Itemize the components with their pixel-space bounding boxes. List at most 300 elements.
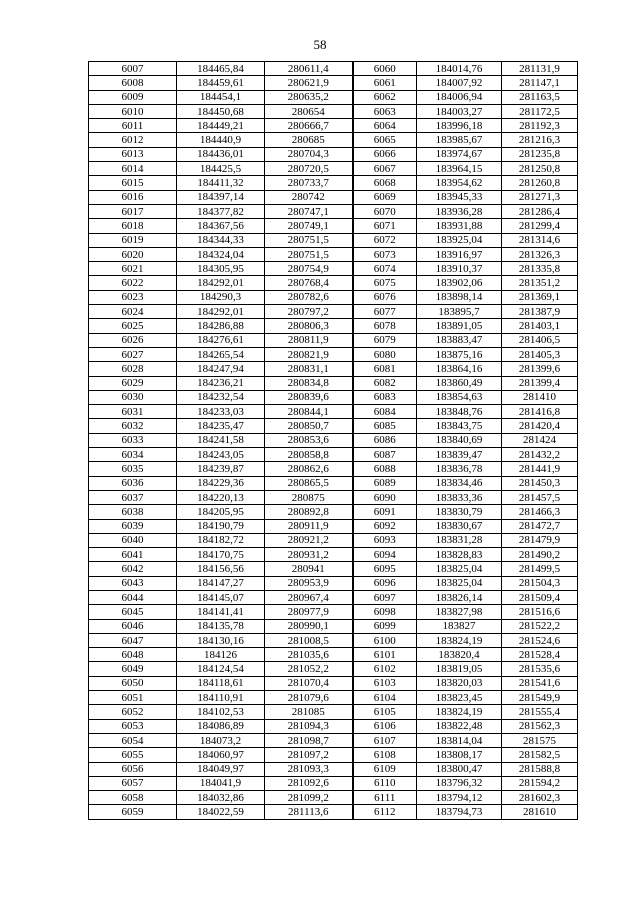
cell-point-number: 6066	[353, 147, 417, 161]
cell-point-number: 6051	[89, 691, 177, 705]
cell-x-coordinate: 183820,03	[417, 676, 502, 690]
cell-point-number: 6089	[353, 476, 417, 490]
cell-y-coordinate: 280821,9	[265, 347, 353, 361]
cell-x-coordinate: 184049,97	[177, 762, 265, 776]
cell-y-coordinate: 281271,3	[502, 190, 578, 204]
cell-y-coordinate: 280768,4	[265, 276, 353, 290]
cell-point-number: 6020	[89, 247, 177, 261]
cell-point-number: 6036	[89, 476, 177, 490]
cell-point-number: 6079	[353, 333, 417, 347]
cell-y-coordinate: 281562,3	[502, 719, 578, 733]
cell-x-coordinate: 184465,84	[177, 62, 265, 76]
cell-x-coordinate: 184265,54	[177, 347, 265, 361]
cell-y-coordinate: 281528,4	[502, 648, 578, 662]
cell-y-coordinate: 281504,3	[502, 576, 578, 590]
cell-y-coordinate: 281235,8	[502, 147, 578, 161]
cell-y-coordinate: 280733,7	[265, 176, 353, 190]
cell-point-number: 6092	[353, 519, 417, 533]
page-number: 58	[313, 37, 327, 52]
cell-x-coordinate: 183864,16	[417, 362, 502, 376]
cell-point-number: 6032	[89, 419, 177, 433]
cell-point-number: 6108	[353, 748, 417, 762]
cell-point-number: 6039	[89, 519, 177, 533]
cell-x-coordinate: 184190,79	[177, 519, 265, 533]
cell-y-coordinate: 280621,9	[265, 76, 353, 90]
cell-x-coordinate: 183974,67	[417, 147, 502, 161]
table-row	[89, 676, 578, 690]
cell-point-number: 6028	[89, 362, 177, 376]
cell-y-coordinate: 280953,9	[265, 576, 353, 590]
cell-point-number: 6042	[89, 562, 177, 576]
cell-point-number: 6077	[353, 305, 417, 319]
cell-x-coordinate: 183796,32	[417, 776, 502, 790]
cell-point-number: 6049	[89, 662, 177, 676]
cell-y-coordinate: 280666,7	[265, 119, 353, 133]
cell-x-coordinate: 183808,17	[417, 748, 502, 762]
cell-x-coordinate: 184425,5	[177, 162, 265, 176]
table-row	[89, 262, 578, 276]
table-row	[89, 576, 578, 590]
cell-point-number: 6057	[89, 776, 177, 790]
cell-y-coordinate: 280611,4	[265, 62, 353, 76]
cell-x-coordinate: 184377,82	[177, 204, 265, 218]
cell-x-coordinate: 184305,95	[177, 262, 265, 276]
cell-point-number: 6106	[353, 719, 417, 733]
cell-point-number: 6037	[89, 490, 177, 504]
cell-x-coordinate: 184086,89	[177, 719, 265, 733]
table-row	[89, 519, 578, 533]
cell-point-number: 6069	[353, 190, 417, 204]
cell-y-coordinate: 280751,5	[265, 233, 353, 247]
table-row	[89, 633, 578, 647]
cell-point-number: 6017	[89, 204, 177, 218]
cell-y-coordinate: 280720,5	[265, 162, 353, 176]
table-row	[89, 319, 578, 333]
cell-point-number: 6016	[89, 190, 177, 204]
table-row	[89, 119, 578, 133]
cell-x-coordinate: 183794,12	[417, 791, 502, 805]
cell-point-number: 6107	[353, 733, 417, 747]
cell-point-number: 6099	[353, 619, 417, 633]
cell-y-coordinate: 281575	[502, 733, 578, 747]
cell-x-coordinate: 184440,9	[177, 133, 265, 147]
table-row	[89, 619, 578, 633]
cell-point-number: 6052	[89, 705, 177, 719]
cell-y-coordinate: 280749,1	[265, 219, 353, 233]
cell-y-coordinate: 280931,2	[265, 548, 353, 562]
cell-x-coordinate: 184236,21	[177, 376, 265, 390]
cell-x-coordinate: 183831,28	[417, 533, 502, 547]
cell-y-coordinate: 280921,2	[265, 533, 353, 547]
cell-y-coordinate: 281299,4	[502, 219, 578, 233]
cell-y-coordinate: 281549,9	[502, 691, 578, 705]
table-row	[89, 347, 578, 361]
cell-x-coordinate: 184147,27	[177, 576, 265, 590]
cell-point-number: 6111	[353, 791, 417, 805]
table-row	[89, 204, 578, 218]
table-row	[89, 662, 578, 676]
cell-x-coordinate: 184060,97	[177, 748, 265, 762]
table-row	[89, 462, 578, 476]
cell-point-number: 6012	[89, 133, 177, 147]
cell-point-number: 6015	[89, 176, 177, 190]
cell-y-coordinate: 280751,5	[265, 247, 353, 261]
cell-point-number: 6043	[89, 576, 177, 590]
cell-x-coordinate: 183827,98	[417, 605, 502, 619]
cell-point-number: 6088	[353, 462, 417, 476]
cell-y-coordinate: 280853,6	[265, 433, 353, 447]
cell-x-coordinate: 183931,88	[417, 219, 502, 233]
cell-y-coordinate: 281172,5	[502, 104, 578, 118]
cell-x-coordinate: 184292,01	[177, 305, 265, 319]
coordinates-table-body	[89, 62, 578, 820]
cell-x-coordinate: 184135,78	[177, 619, 265, 633]
cell-x-coordinate: 184032,86	[177, 791, 265, 805]
cell-point-number: 6058	[89, 791, 177, 805]
cell-x-coordinate: 184344,33	[177, 233, 265, 247]
cell-x-coordinate: 183839,47	[417, 448, 502, 462]
cell-point-number: 6095	[353, 562, 417, 576]
cell-x-coordinate: 184233,03	[177, 405, 265, 419]
cell-y-coordinate: 281588,8	[502, 762, 578, 776]
cell-x-coordinate: 184156,56	[177, 562, 265, 576]
cell-x-coordinate: 183854,63	[417, 390, 502, 404]
cell-y-coordinate: 281405,3	[502, 347, 578, 361]
cell-y-coordinate: 281260,8	[502, 176, 578, 190]
cell-point-number: 6085	[353, 419, 417, 433]
cell-x-coordinate: 184232,54	[177, 390, 265, 404]
table-row	[89, 62, 578, 76]
cell-x-coordinate: 183836,78	[417, 462, 502, 476]
cell-x-coordinate: 183883,47	[417, 333, 502, 347]
table-row	[89, 390, 578, 404]
cell-y-coordinate: 281216,3	[502, 133, 578, 147]
cell-x-coordinate: 183925,04	[417, 233, 502, 247]
table-row	[89, 433, 578, 447]
cell-y-coordinate: 281369,1	[502, 290, 578, 304]
cell-y-coordinate: 281099,2	[265, 791, 353, 805]
cell-point-number: 6104	[353, 691, 417, 705]
cell-point-number: 6061	[353, 76, 417, 90]
table-row	[89, 776, 578, 790]
cell-x-coordinate: 183945,33	[417, 190, 502, 204]
cell-point-number: 6112	[353, 805, 417, 819]
cell-x-coordinate: 183902,06	[417, 276, 502, 290]
cell-x-coordinate: 183843,75	[417, 419, 502, 433]
cell-point-number: 6068	[353, 176, 417, 190]
cell-x-coordinate: 184182,72	[177, 533, 265, 547]
cell-y-coordinate: 281424	[502, 433, 578, 447]
cell-y-coordinate: 280875	[265, 490, 353, 504]
cell-point-number: 6084	[353, 405, 417, 419]
cell-y-coordinate: 280831,1	[265, 362, 353, 376]
cell-x-coordinate: 184243,05	[177, 448, 265, 462]
cell-x-coordinate: 183814,04	[417, 733, 502, 747]
table-row	[89, 562, 578, 576]
table-row	[89, 719, 578, 733]
cell-point-number: 6060	[353, 62, 417, 76]
cell-x-coordinate: 184241,58	[177, 433, 265, 447]
table-row	[89, 219, 578, 233]
cell-point-number: 6045	[89, 605, 177, 619]
cell-point-number: 6109	[353, 762, 417, 776]
cell-y-coordinate: 280865,5	[265, 476, 353, 490]
cell-y-coordinate: 281098,7	[265, 733, 353, 747]
table-row	[89, 590, 578, 604]
cell-x-coordinate: 184276,61	[177, 333, 265, 347]
cell-y-coordinate: 280754,9	[265, 262, 353, 276]
cell-x-coordinate: 183825,04	[417, 562, 502, 576]
cell-y-coordinate: 281602,3	[502, 791, 578, 805]
cell-point-number: 6038	[89, 505, 177, 519]
cell-y-coordinate: 281085	[265, 705, 353, 719]
cell-point-number: 6065	[353, 133, 417, 147]
cell-y-coordinate: 280850,7	[265, 419, 353, 433]
table-row	[89, 419, 578, 433]
cell-y-coordinate: 281582,5	[502, 748, 578, 762]
cell-x-coordinate: 183825,04	[417, 576, 502, 590]
cell-y-coordinate: 281522,2	[502, 619, 578, 633]
cell-y-coordinate: 281052,2	[265, 662, 353, 676]
cell-x-coordinate: 184118,61	[177, 676, 265, 690]
cell-point-number: 6025	[89, 319, 177, 333]
table-row	[89, 448, 578, 462]
cell-point-number: 6030	[89, 390, 177, 404]
cell-x-coordinate: 183833,36	[417, 490, 502, 504]
cell-point-number: 6034	[89, 448, 177, 462]
cell-y-coordinate: 280862,6	[265, 462, 353, 476]
cell-x-coordinate: 183860,49	[417, 376, 502, 390]
cell-x-coordinate: 184073,2	[177, 733, 265, 747]
table-row	[89, 333, 578, 347]
cell-y-coordinate: 281420,4	[502, 419, 578, 433]
cell-x-coordinate: 183848,76	[417, 405, 502, 419]
cell-x-coordinate: 184454,1	[177, 90, 265, 104]
cell-x-coordinate: 184436,01	[177, 147, 265, 161]
table-row	[89, 705, 578, 719]
table-row	[89, 733, 578, 747]
table-row	[89, 247, 578, 261]
cell-y-coordinate: 280654	[265, 104, 353, 118]
cell-x-coordinate: 184397,14	[177, 190, 265, 204]
cell-x-coordinate: 183826,14	[417, 590, 502, 604]
cell-y-coordinate: 280941	[265, 562, 353, 576]
cell-point-number: 6055	[89, 748, 177, 762]
cell-point-number: 6074	[353, 262, 417, 276]
cell-point-number: 6021	[89, 262, 177, 276]
table-row	[89, 791, 578, 805]
cell-x-coordinate: 183895,7	[417, 305, 502, 319]
cell-point-number: 6044	[89, 590, 177, 604]
cell-point-number: 6090	[353, 490, 417, 504]
cell-y-coordinate: 281499,5	[502, 562, 578, 576]
cell-x-coordinate: 183827	[417, 619, 502, 633]
cell-point-number: 6086	[353, 433, 417, 447]
cell-point-number: 6013	[89, 147, 177, 161]
cell-y-coordinate: 280834,8	[265, 376, 353, 390]
cell-x-coordinate: 183824,19	[417, 705, 502, 719]
cell-point-number: 6029	[89, 376, 177, 390]
cell-x-coordinate: 184235,47	[177, 419, 265, 433]
cell-y-coordinate: 280967,4	[265, 590, 353, 604]
cell-y-coordinate: 280806,3	[265, 319, 353, 333]
table-row	[89, 405, 578, 419]
cell-x-coordinate: 184324,04	[177, 247, 265, 261]
cell-point-number: 6011	[89, 119, 177, 133]
cell-x-coordinate: 183916,97	[417, 247, 502, 261]
cell-point-number: 6064	[353, 119, 417, 133]
cell-point-number: 6082	[353, 376, 417, 390]
table-row	[89, 305, 578, 319]
cell-y-coordinate: 281406,5	[502, 333, 578, 347]
table-row	[89, 476, 578, 490]
cell-y-coordinate: 280839,6	[265, 390, 353, 404]
cell-x-coordinate: 184110,91	[177, 691, 265, 705]
cell-x-coordinate: 183820,4	[417, 648, 502, 662]
cell-y-coordinate: 280844,1	[265, 405, 353, 419]
cell-y-coordinate: 280811,9	[265, 333, 353, 347]
table-row	[89, 276, 578, 290]
cell-x-coordinate: 183910,37	[417, 262, 502, 276]
cell-point-number: 6100	[353, 633, 417, 647]
table-row	[89, 748, 578, 762]
cell-x-coordinate: 183830,79	[417, 505, 502, 519]
cell-y-coordinate: 281403,1	[502, 319, 578, 333]
cell-x-coordinate: 184041,9	[177, 776, 265, 790]
cell-y-coordinate: 280782,6	[265, 290, 353, 304]
cell-y-coordinate: 281516,6	[502, 605, 578, 619]
cell-point-number: 6072	[353, 233, 417, 247]
cell-point-number: 6054	[89, 733, 177, 747]
cell-point-number: 6024	[89, 305, 177, 319]
table-row	[89, 691, 578, 705]
table-row	[89, 162, 578, 176]
table-row	[89, 490, 578, 504]
cell-point-number: 6062	[353, 90, 417, 104]
table-row	[89, 762, 578, 776]
table-row	[89, 533, 578, 547]
cell-x-coordinate: 184141,41	[177, 605, 265, 619]
cell-point-number: 6007	[89, 62, 177, 76]
table-row	[89, 805, 578, 819]
cell-y-coordinate: 281457,5	[502, 490, 578, 504]
cell-y-coordinate: 281450,3	[502, 476, 578, 490]
table-row	[89, 233, 578, 247]
cell-y-coordinate: 280797,2	[265, 305, 353, 319]
cell-point-number: 6103	[353, 676, 417, 690]
cell-x-coordinate: 184126	[177, 648, 265, 662]
cell-y-coordinate: 281399,6	[502, 362, 578, 376]
cell-y-coordinate: 281399,4	[502, 376, 578, 390]
cell-point-number: 6022	[89, 276, 177, 290]
cell-x-coordinate: 184205,95	[177, 505, 265, 519]
cell-point-number: 6094	[353, 548, 417, 562]
coordinates-table	[88, 61, 578, 820]
cell-y-coordinate: 280704,3	[265, 147, 353, 161]
cell-x-coordinate: 184286,88	[177, 319, 265, 333]
cell-point-number: 6091	[353, 505, 417, 519]
cell-x-coordinate: 183819,05	[417, 662, 502, 676]
cell-y-coordinate: 281466,3	[502, 505, 578, 519]
cell-point-number: 6067	[353, 162, 417, 176]
cell-y-coordinate: 280742	[265, 190, 353, 204]
table-row	[89, 76, 578, 90]
cell-point-number: 6048	[89, 648, 177, 662]
cell-x-coordinate: 184449,21	[177, 119, 265, 133]
cell-y-coordinate: 281035,6	[265, 648, 353, 662]
cell-x-coordinate: 184003,27	[417, 104, 502, 118]
cell-point-number: 6083	[353, 390, 417, 404]
cell-point-number: 6063	[353, 104, 417, 118]
cell-x-coordinate: 183875,16	[417, 347, 502, 361]
cell-point-number: 6053	[89, 719, 177, 733]
cell-x-coordinate: 184450,68	[177, 104, 265, 118]
cell-y-coordinate: 281416,8	[502, 405, 578, 419]
cell-x-coordinate: 183800,47	[417, 762, 502, 776]
cell-point-number: 6047	[89, 633, 177, 647]
cell-point-number: 6070	[353, 204, 417, 218]
cell-x-coordinate: 184459,61	[177, 76, 265, 90]
cell-point-number: 6031	[89, 405, 177, 419]
cell-y-coordinate: 281092,6	[265, 776, 353, 790]
cell-point-number: 6101	[353, 648, 417, 662]
table-row	[89, 147, 578, 161]
cell-x-coordinate: 184007,92	[417, 76, 502, 90]
table-row	[89, 176, 578, 190]
cell-y-coordinate: 281113,6	[265, 805, 353, 819]
cell-y-coordinate: 281432,2	[502, 448, 578, 462]
cell-y-coordinate: 280747,1	[265, 204, 353, 218]
cell-point-number: 6008	[89, 76, 177, 90]
cell-point-number: 6105	[353, 705, 417, 719]
cell-x-coordinate: 184239,87	[177, 462, 265, 476]
cell-point-number: 6081	[353, 362, 417, 376]
cell-y-coordinate: 281410	[502, 390, 578, 404]
cell-y-coordinate: 281286,4	[502, 204, 578, 218]
cell-x-coordinate: 184102,53	[177, 705, 265, 719]
cell-point-number: 6075	[353, 276, 417, 290]
cell-x-coordinate: 184367,56	[177, 219, 265, 233]
cell-y-coordinate: 281070,4	[265, 676, 353, 690]
cell-y-coordinate: 281441,9	[502, 462, 578, 476]
cell-point-number: 6096	[353, 576, 417, 590]
cell-x-coordinate: 183985,67	[417, 133, 502, 147]
table-row	[89, 605, 578, 619]
cell-y-coordinate: 281490,2	[502, 548, 578, 562]
cell-x-coordinate: 183830,67	[417, 519, 502, 533]
cell-x-coordinate: 183891,05	[417, 319, 502, 333]
cell-y-coordinate: 280685	[265, 133, 353, 147]
cell-y-coordinate: 280892,8	[265, 505, 353, 519]
cell-x-coordinate: 184292,01	[177, 276, 265, 290]
cell-point-number: 6010	[89, 104, 177, 118]
cell-x-coordinate: 184170,75	[177, 548, 265, 562]
cell-x-coordinate: 183824,19	[417, 633, 502, 647]
cell-y-coordinate: 281147,1	[502, 76, 578, 90]
cell-y-coordinate: 281472,7	[502, 519, 578, 533]
cell-y-coordinate: 281093,3	[265, 762, 353, 776]
cell-point-number: 6023	[89, 290, 177, 304]
cell-point-number: 6073	[353, 247, 417, 261]
cell-point-number: 6087	[353, 448, 417, 462]
table-row	[89, 648, 578, 662]
cell-y-coordinate: 281097,2	[265, 748, 353, 762]
cell-y-coordinate: 281131,9	[502, 62, 578, 76]
cell-x-coordinate: 184411,32	[177, 176, 265, 190]
cell-point-number: 6041	[89, 548, 177, 562]
cell-y-coordinate: 281163,5	[502, 90, 578, 104]
cell-x-coordinate: 183794,73	[417, 805, 502, 819]
